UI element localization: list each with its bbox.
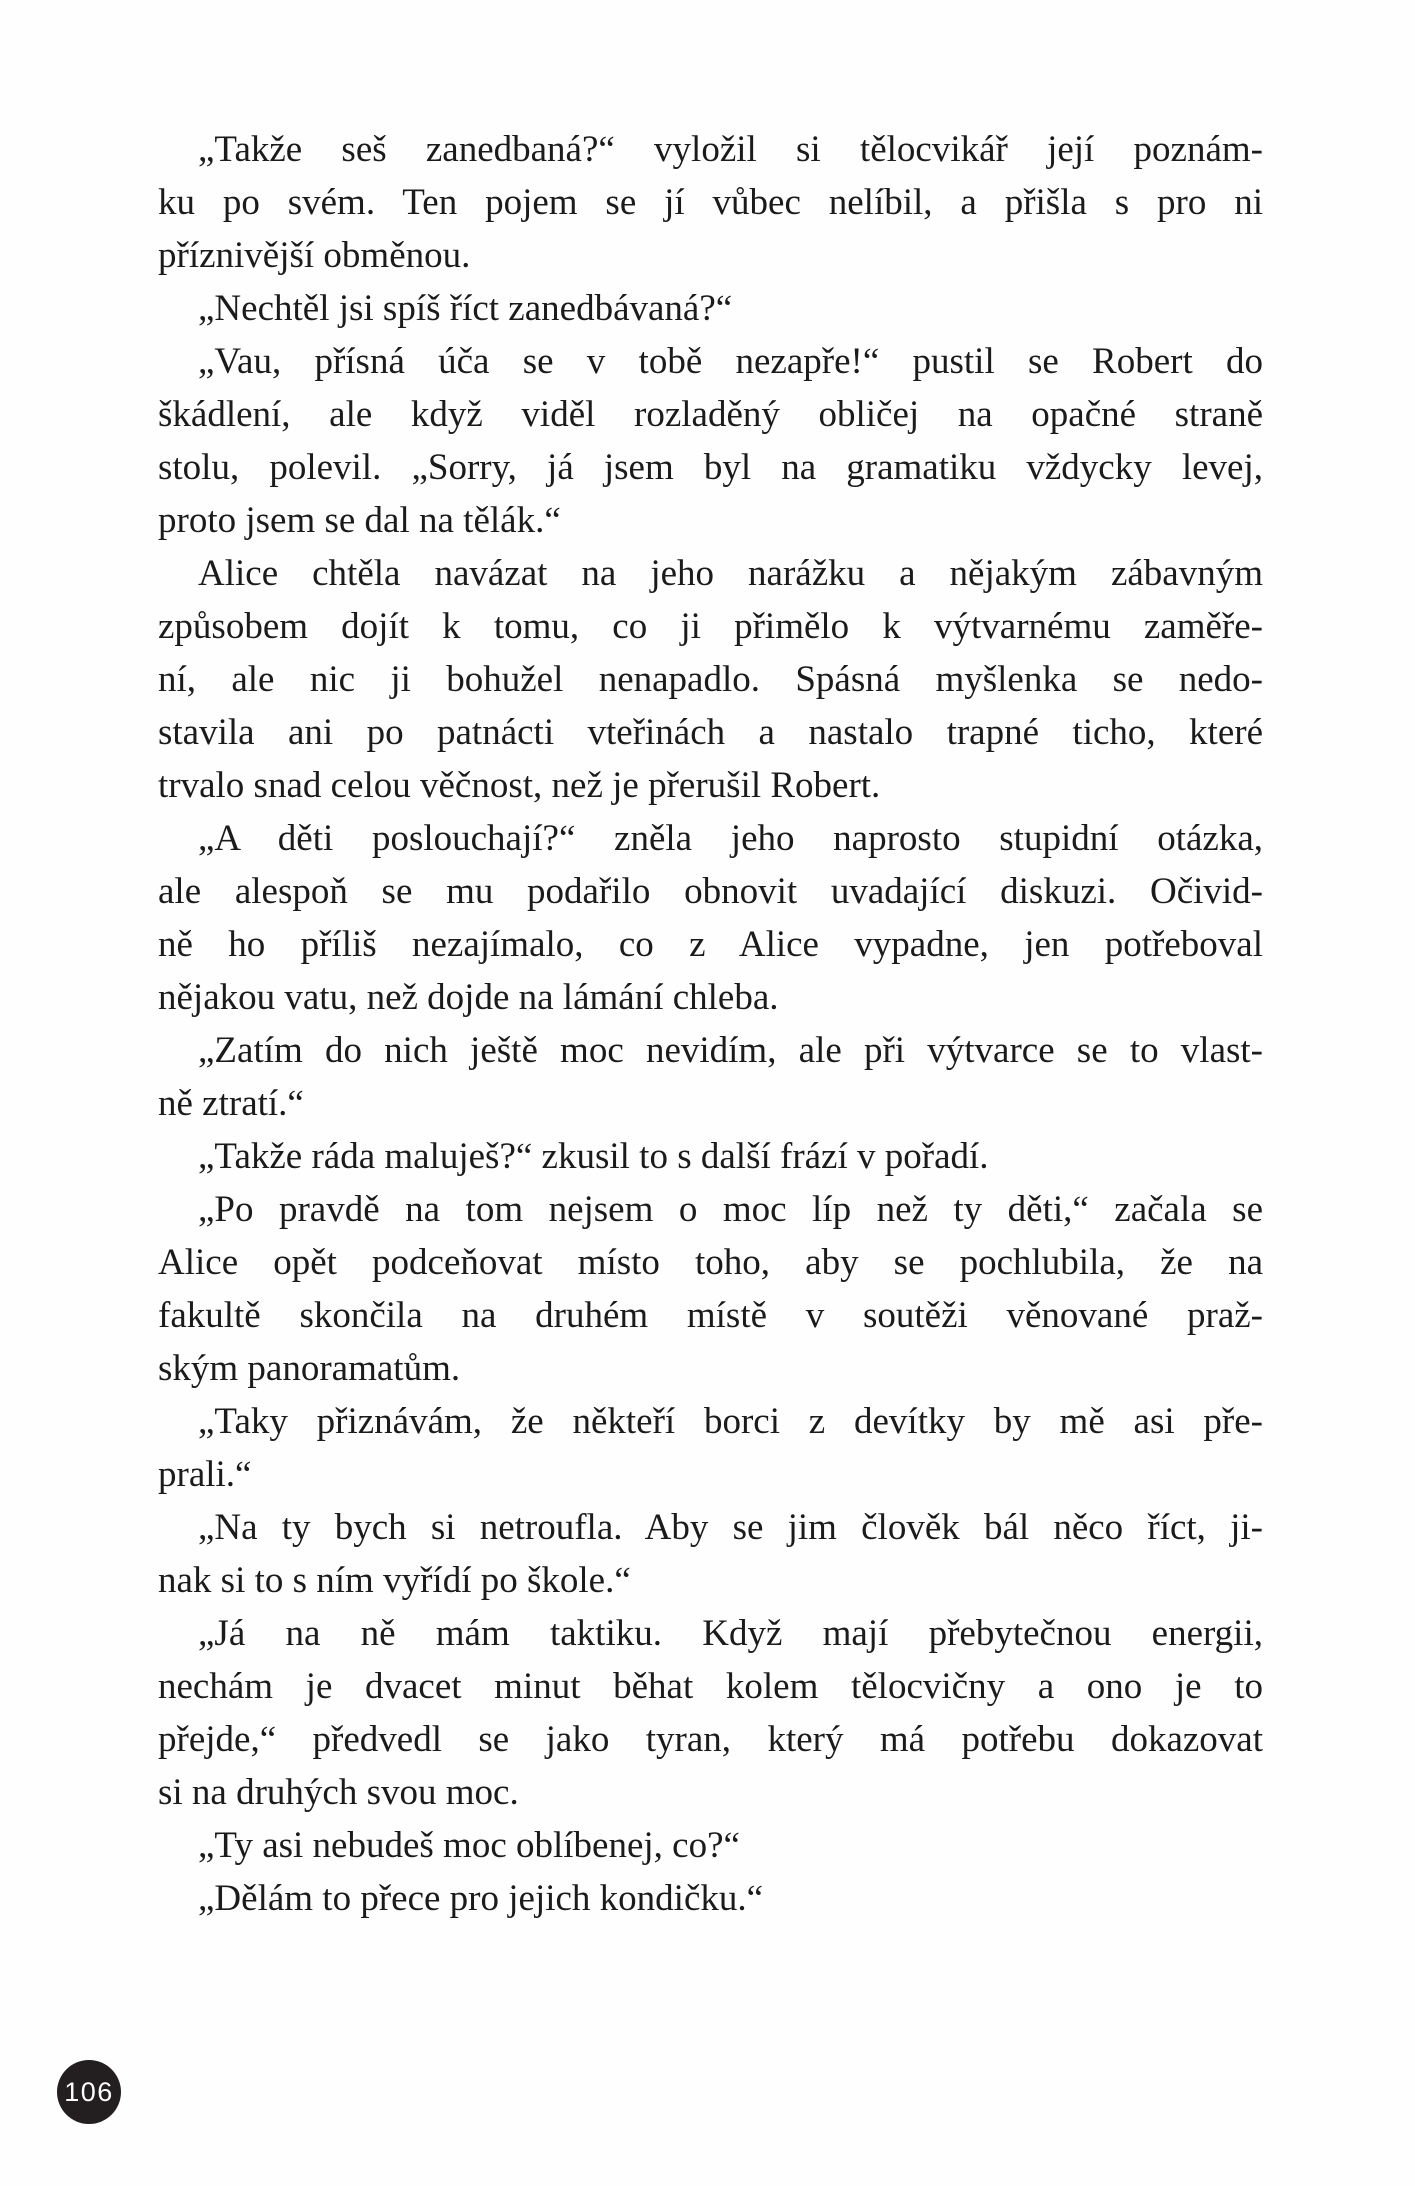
paragraph bbox=[158, 812, 1263, 1024]
text-line: „Ty asi nebudeš moc oblíbenej, co?“ bbox=[198, 1825, 740, 1866]
text-line: příznivější obměnou. bbox=[158, 235, 471, 276]
paragraph bbox=[158, 1395, 1263, 1501]
text-line: „Zatím do nich ještě moc nevidím, ale při výtvarce se to vlast- bbox=[198, 1030, 1263, 1071]
paragraph bbox=[158, 1872, 1263, 1925]
paragraph bbox=[158, 1819, 1263, 1872]
text-line: „Já na ně mám taktiku. Když mají přebytečnou energii, bbox=[198, 1613, 1263, 1654]
paragraph bbox=[158, 547, 1263, 812]
page-number: 106 bbox=[64, 2076, 114, 2107]
paragraph bbox=[158, 335, 1263, 547]
text-line: prali.“ bbox=[158, 1454, 252, 1495]
text-line: proto jsem se dal na tělák.“ bbox=[158, 500, 561, 541]
text-line: „Po pravdě na tom nejsem o moc líp než ty děti,“ začala se bbox=[198, 1189, 1263, 1230]
text-line: si na druhých svou moc. bbox=[158, 1772, 519, 1813]
text-line: ským panoramatům. bbox=[158, 1348, 461, 1389]
page-text bbox=[158, 123, 1263, 1925]
text-line: „Vau, přísná úča se v tobě nezapře!“ pustil se Robert do bbox=[198, 341, 1263, 382]
text-line: Alice chtěla navázat na jeho narážku a nějakým zábavným bbox=[198, 553, 1263, 594]
text-line: „Nechtěl jsi spíš říct zanedbávaná?“ bbox=[198, 288, 733, 329]
text-line: způsobem dojít k tomu, co ji přimělo k výtvarnému zaměře- bbox=[158, 606, 1263, 647]
text-line: „Takže seš zanedbaná?“ vyložil si tělocvikář její poznám- bbox=[198, 129, 1263, 170]
paragraph bbox=[158, 1024, 1263, 1130]
text-line: ale alespoň se mu podařilo obnovit uvadající diskuzi. Očivid- bbox=[158, 871, 1263, 912]
text-line: fakultě skončila na druhém místě v soutěži věnované praž- bbox=[158, 1295, 1263, 1336]
page-number-badge bbox=[57, 2060, 121, 2124]
text-line: ní, ale nic ji bohužel nenapadlo. Spásná myšlenka se nedo- bbox=[158, 659, 1263, 700]
text-line: ně ho příliš nezajímalo, co z Alice vypadne, jen potřeboval bbox=[158, 924, 1263, 965]
paragraph bbox=[158, 1130, 1263, 1183]
paragraph bbox=[158, 1501, 1263, 1607]
text-line: ně ztratí.“ bbox=[158, 1083, 304, 1124]
text-line: škádlení, ale když viděl rozladěný obličej na opačné straně bbox=[158, 394, 1263, 435]
text-line: stavila ani po patnácti vteřinách a nastalo trapné ticho, které bbox=[158, 712, 1263, 753]
text-line: „Dělám to přece pro jejich kondičku.“ bbox=[198, 1878, 764, 1919]
paragraph bbox=[158, 123, 1263, 282]
paragraph bbox=[158, 1607, 1263, 1819]
text-line: ku po svém. Ten pojem se jí vůbec nelíbil, a přišla s pro ni bbox=[158, 182, 1263, 223]
text-line: stolu, polevil. „Sorry, já jsem byl na gramatiku vždycky levej, bbox=[158, 447, 1263, 488]
text-line: „A děti poslouchají?“ zněla jeho naprosto stupidní otázka, bbox=[198, 818, 1263, 859]
paragraph bbox=[158, 1183, 1263, 1395]
text-line: nechám je dvacet minut běhat kolem tělocvičny a ono je to bbox=[158, 1666, 1263, 1707]
text-line: Alice opět podceňovat místo toho, aby se pochlubila, že na bbox=[158, 1242, 1263, 1283]
text-line: nak si to s ním vyřídí po škole.“ bbox=[158, 1560, 631, 1601]
text-line: nějakou vatu, než dojde na lámání chleba. bbox=[158, 977, 779, 1018]
text-line: „Takže ráda maluješ?“ zkusil to s další frází v pořadí. bbox=[198, 1136, 989, 1177]
text-line: „Taky přiznávám, že někteří borci z devítky by mě asi pře- bbox=[198, 1401, 1263, 1442]
text-line: trvalo snad celou věčnost, než je přerušil Robert. bbox=[158, 765, 881, 806]
text-line: „Na ty bych si netroufla. Aby se jim člověk bál něco říct, ji- bbox=[198, 1507, 1263, 1548]
paragraph bbox=[158, 282, 1263, 335]
text-line: přejde,“ předvedl se jako tyran, který má potřebu dokazovat bbox=[158, 1719, 1263, 1760]
